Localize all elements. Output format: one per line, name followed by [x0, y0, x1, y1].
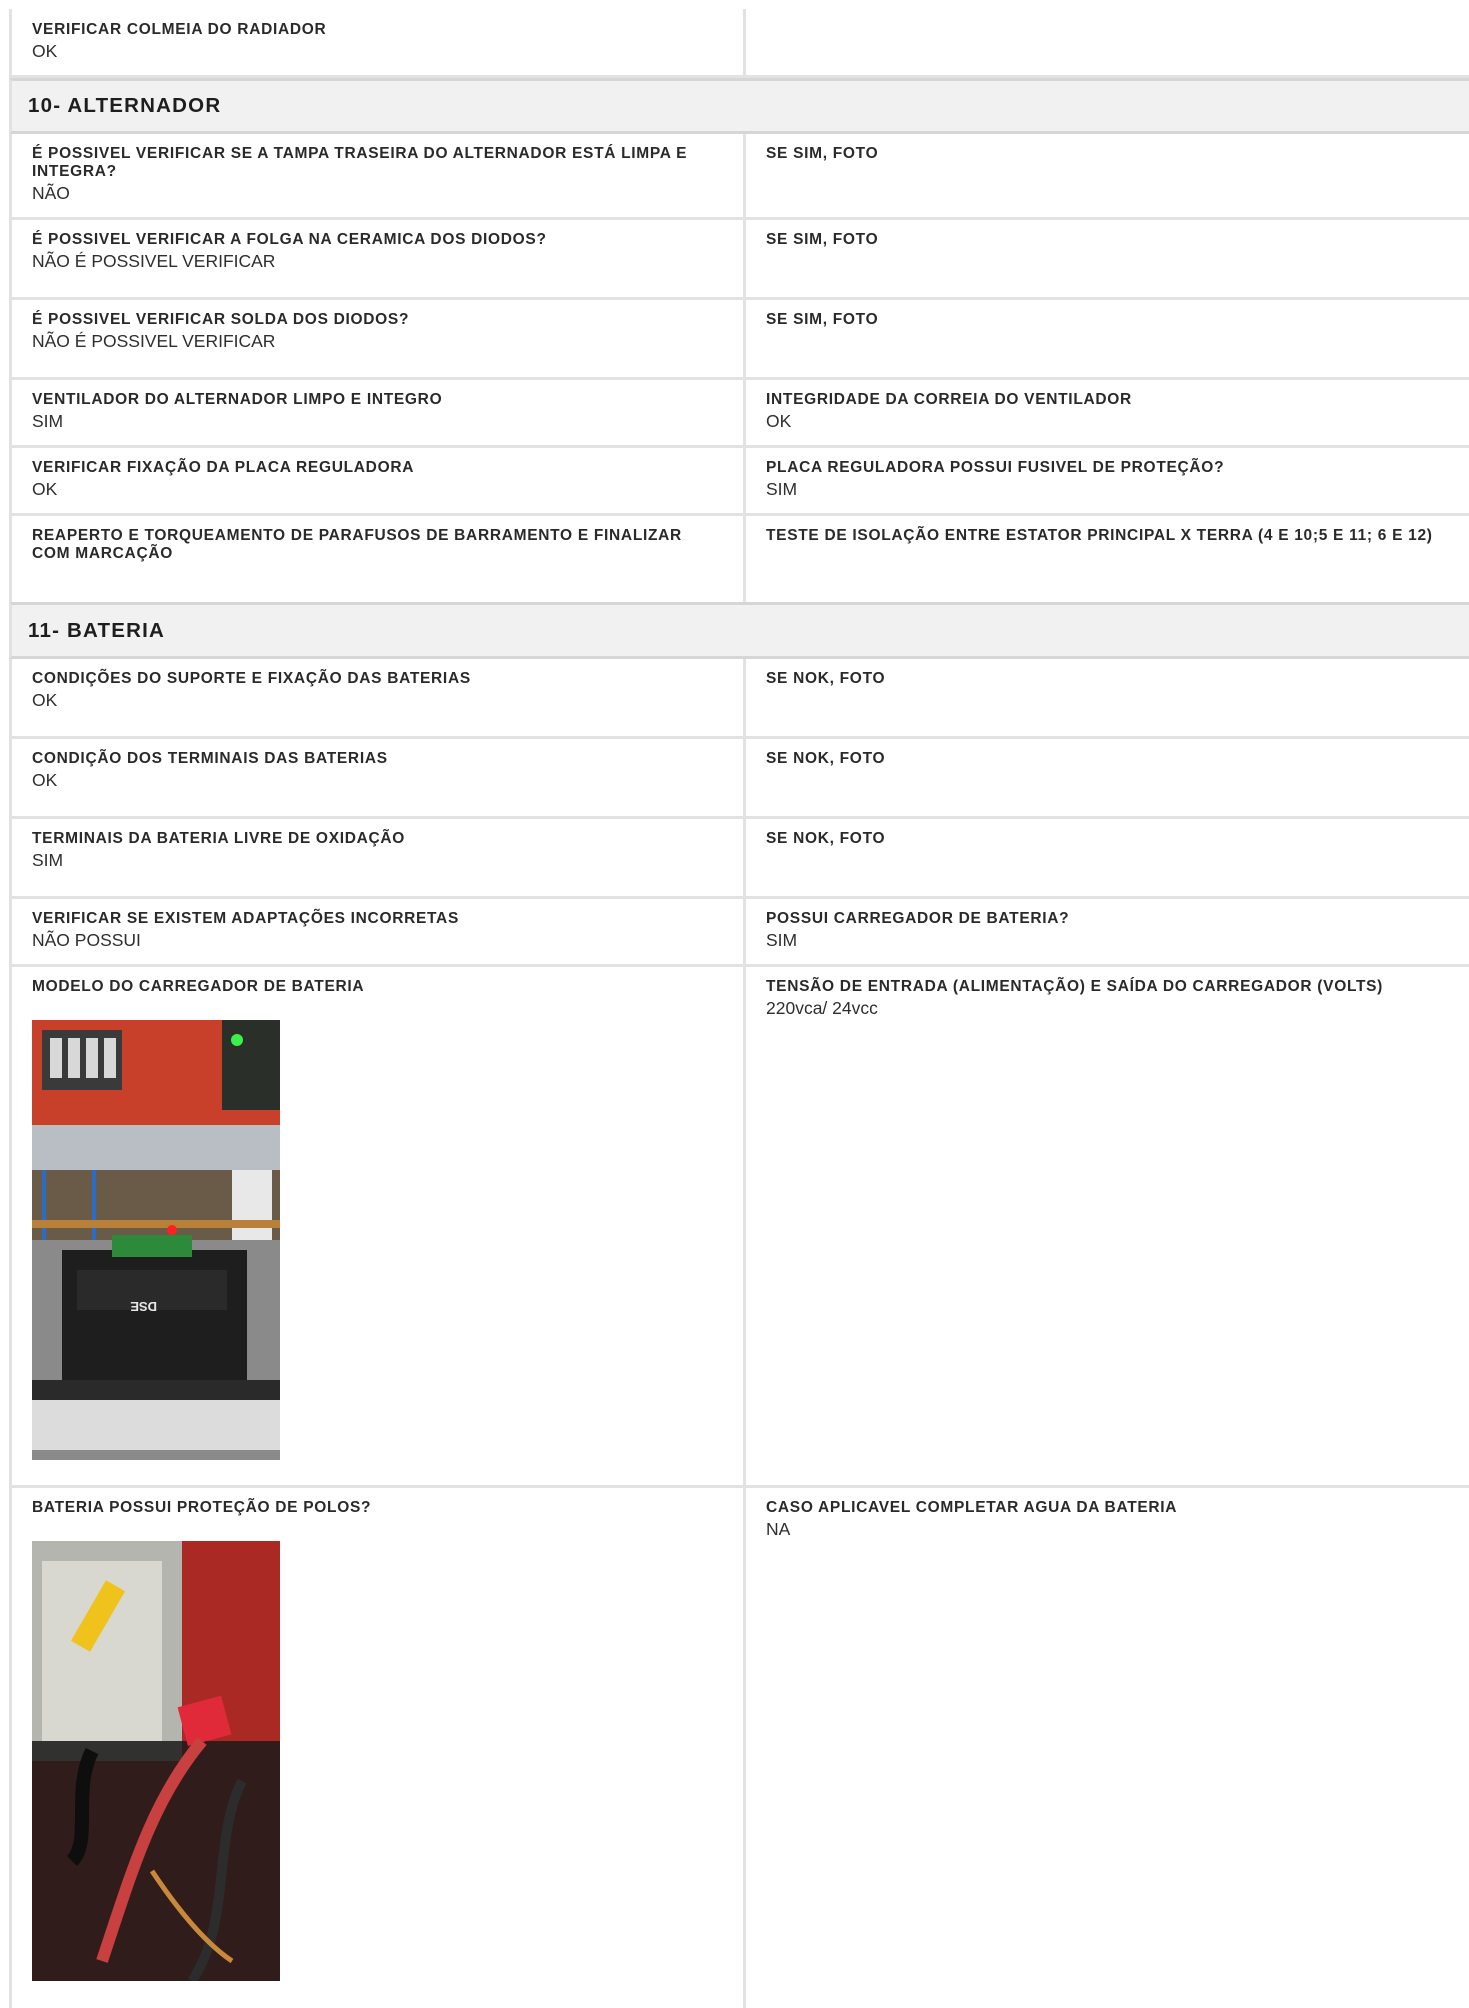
battery-poles-photo — [32, 1541, 280, 1981]
cell-left — [9, 967, 746, 1485]
question-label: SE NOK, FOTO — [766, 750, 886, 767]
charger-brand-label: DSE — [130, 1299, 157, 1314]
question-label: SE SIM, FOTO — [766, 145, 879, 162]
question-label: TERMINAIS DA BATERIA LIVRE DE OXIDAÇÃO — [32, 830, 406, 847]
cell-left — [9, 9, 746, 75]
row-item — [9, 134, 1469, 220]
question-label: PLACA REGULADORA POSSUI FUSIVEL DE PROTEÇÃO? — [766, 459, 1225, 476]
row-item — [9, 659, 1469, 739]
battery-charger-photo — [32, 1020, 280, 1460]
answer-value: OK — [32, 41, 58, 61]
row-item — [9, 739, 1469, 819]
answer-value: SIM — [32, 411, 64, 431]
cell-right — [746, 967, 1469, 1485]
question-label: SE NOK, FOTO — [766, 670, 886, 687]
answer-value: OK — [32, 770, 58, 790]
answer-value: OK — [32, 690, 58, 710]
question-label: É POSSIVEL VERIFICAR SE A TAMPA TRASEIRA DO ALTERNADOR ESTÁ LIMPA E INTEGRA? — [32, 145, 688, 180]
cell-left — [9, 300, 746, 377]
question-label: CONDIÇÕES DO SUPORTE E FIXAÇÃO DAS BATERIAS — [32, 670, 471, 687]
question-label: VERIFICAR SE EXISTEM ADAPTAÇÕES INCORRETAS — [32, 910, 459, 927]
cell-left — [9, 739, 746, 816]
answer-value: NÃO É POSSIVEL VERIFICAR — [32, 331, 276, 351]
cell-left — [9, 448, 746, 513]
question-label: TESTE DE ISOLAÇÃO ENTRE ESTATOR PRINCIPAL X TERRA (4 E 10;5 E 11; 6 E 12) — [766, 527, 1433, 544]
cell-right — [746, 220, 1469, 297]
row-radiador — [9, 9, 1469, 78]
answer-value: SIM — [32, 850, 64, 870]
cell-left — [9, 380, 746, 445]
cell-right — [746, 300, 1469, 377]
row-item — [9, 967, 1469, 1488]
question-label: POSSUI CARREGADOR DE BATERIA? — [766, 910, 1070, 927]
cell-left — [9, 220, 746, 297]
cell-left — [9, 659, 746, 736]
answer-value: OK — [766, 411, 792, 431]
section-title: 10- ALTERNADOR — [28, 94, 222, 117]
row-item — [9, 1488, 1469, 2008]
question-label: REAPERTO E TORQUEAMENTO DE PARAFUSOS DE BARRAMENTO E FINALIZAR COM MARCAÇÃO — [32, 527, 682, 562]
cell-left — [9, 1488, 746, 2008]
cell-left — [9, 819, 746, 896]
answer-value: 220vca/ 24vcc — [766, 998, 878, 1018]
answer-value: NÃO POSSUI — [32, 930, 141, 950]
question-label: SE NOK, FOTO — [766, 830, 886, 847]
question-label: TENSÃO DE ENTRADA (ALIMENTAÇÃO) E SAÍDA DO CARREGADOR (VOLTS) — [766, 978, 1384, 995]
question-label: INTEGRIDADE DA CORREIA DO VENTILADOR — [766, 391, 1132, 408]
cell-left — [9, 134, 746, 217]
question-label: CASO APLICAVEL COMPLETAR AGUA DA BATERIA — [766, 1499, 1178, 1516]
question-label: É POSSIVEL VERIFICAR A FOLGA NA CERAMICA DOS DIODOS? — [32, 231, 547, 248]
row-item — [9, 300, 1469, 380]
answer-value: NÃO — [32, 183, 70, 203]
cell-right — [746, 899, 1469, 964]
question-label: VERIFICAR COLMEIA DO RADIADOR — [32, 21, 327, 38]
inspection-report — [9, 9, 1469, 2008]
cell-left — [9, 899, 746, 964]
question-label: BATERIA POSSUI PROTEÇÃO DE POLOS? — [32, 1499, 372, 1516]
question-label: CONDIÇÃO DOS TERMINAIS DAS BATERIAS — [32, 750, 388, 767]
cell-left — [9, 516, 746, 602]
section-header-alternador — [9, 78, 1469, 134]
row-item — [9, 899, 1469, 967]
cell-right — [746, 1488, 1469, 2008]
row-item — [9, 448, 1469, 516]
row-item — [9, 220, 1469, 300]
cell-right — [746, 134, 1469, 217]
question-label: VENTILADOR DO ALTERNADOR LIMPO E INTEGRO — [32, 391, 443, 408]
answer-value: NÃO É POSSIVEL VERIFICAR — [32, 251, 276, 271]
cell-right — [746, 9, 1469, 75]
section-header-bateria — [9, 602, 1469, 659]
question-label: É POSSIVEL VERIFICAR SOLDA DOS DIODOS? — [32, 311, 410, 328]
row-item — [9, 380, 1469, 448]
answer-value: SIM — [766, 479, 798, 499]
cell-right — [746, 819, 1469, 896]
question-label: SE SIM, FOTO — [766, 311, 879, 328]
row-item — [9, 516, 1469, 602]
question-label: VERIFICAR FIXAÇÃO DA PLACA REGULADORA — [32, 459, 415, 476]
section-title: 11- BATERIA — [28, 618, 165, 642]
row-item — [9, 819, 1469, 899]
cell-right — [746, 659, 1469, 736]
question-label: MODELO DO CARREGADOR DE BATERIA — [32, 978, 365, 995]
answer-value: OK — [32, 479, 58, 499]
answer-value: NA — [766, 1519, 791, 1539]
cell-right — [746, 516, 1469, 602]
answer-value: SIM — [766, 930, 798, 950]
question-label: SE SIM, FOTO — [766, 231, 879, 248]
cell-right — [746, 739, 1469, 816]
cell-right — [746, 380, 1469, 445]
cell-right — [746, 448, 1469, 513]
